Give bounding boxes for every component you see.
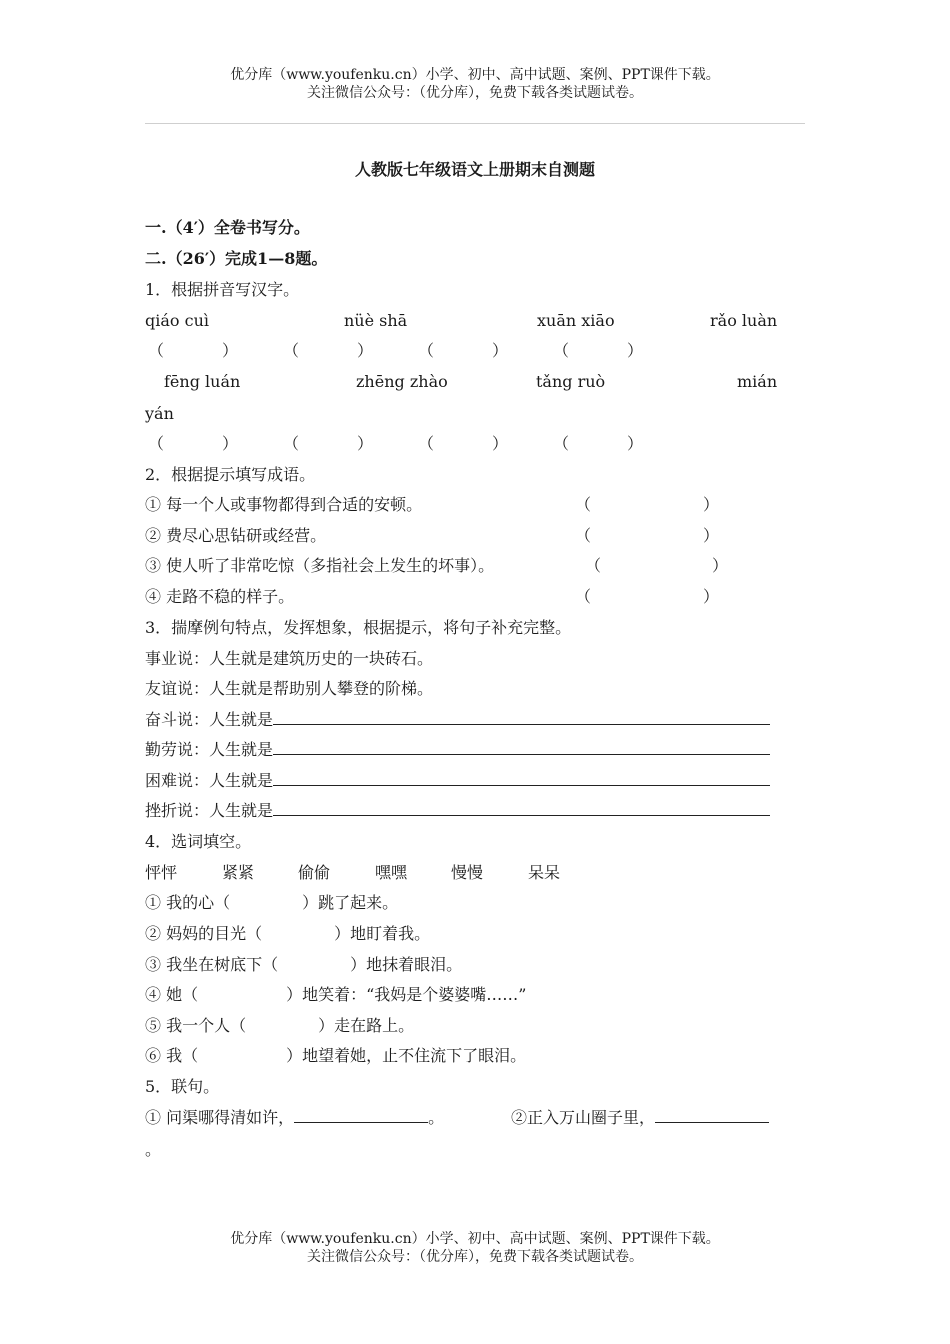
paren-close: ） <box>222 341 239 360</box>
paren-open: （ <box>575 495 592 514</box>
paren-open: （ <box>553 434 570 453</box>
q2-label: 2．根据提示填写成语。 <box>145 465 316 484</box>
paren-close: ） <box>357 434 374 453</box>
q4-item-pre: ③ 我坐在树底下（ <box>145 955 279 974</box>
paren-open: （ <box>575 526 592 545</box>
q5-item-2 <box>511 1108 769 1128</box>
paren-close: ） <box>627 434 644 453</box>
answer-blank[interactable] <box>273 801 770 816</box>
q4-item-1 <box>145 893 398 913</box>
paren-close: ） <box>357 341 374 360</box>
paren-open: （ <box>148 341 165 360</box>
q3-prompt-3 <box>145 771 770 791</box>
q3-prompt-text: 挫折说：人生就是 <box>145 801 274 820</box>
q2-item-3: ③ 使人听了非常吃惊（多指社会上发生的坏事）。 <box>145 556 495 575</box>
document-title: 人教版七年级语文上册期末自测题 <box>354 160 595 179</box>
q4-item-post: ）地笑着：“我妈是个婆婆嘴……” <box>286 985 527 1004</box>
answer-blank[interactable] <box>655 1108 769 1123</box>
pinyin-5: fēng luán <box>164 372 241 391</box>
paren-open: （ <box>553 341 570 360</box>
paren-close: ） <box>703 495 720 514</box>
pinyin-8-wrap: yán <box>145 404 174 423</box>
q4-item-pre: ④ 她（ <box>145 985 199 1004</box>
q4-item-post: ）地盯着我。 <box>334 924 431 943</box>
paren-close: ） <box>703 587 720 606</box>
q4-item-5 <box>145 1016 414 1036</box>
paren-close: ） <box>703 526 720 545</box>
header-divider <box>145 123 805 124</box>
q2-item-1: ① 每一个人或事物都得到合适的安顿。 <box>145 495 423 514</box>
page-header <box>0 66 950 102</box>
q3-prompt-text: 困难说：人生就是 <box>145 771 274 790</box>
q3-prompt-4 <box>145 801 770 821</box>
paren-open: （ <box>418 434 435 453</box>
q3-prompt-2 <box>145 740 770 760</box>
paren-open: （ <box>418 341 435 360</box>
q5-item-1 <box>145 1108 444 1128</box>
q1-label: 1．根据拼音写汉字。 <box>145 280 300 299</box>
q4-item-pre: ⑤ 我一个人（ <box>145 1016 247 1035</box>
q4-item-6 <box>145 1046 526 1066</box>
header-line-1: 优分库（www.youfenku.cn）小学、初中、高中试题、案例、PPT课件下载。 <box>230 67 720 83</box>
pinyin-7: tǎng ruò <box>536 372 606 391</box>
q5-item-1-text: ① 问渠哪得清如许， <box>145 1108 295 1127</box>
paren-close: ） <box>492 434 509 453</box>
header-line-2: 关注微信公众号：（优分库），免费下载各类试题试卷。 <box>307 85 643 101</box>
paren-open: （ <box>148 434 165 453</box>
q4-item-post: ）地抹着眼泪。 <box>350 955 463 974</box>
q3-label: 3．揣摩例句特点，发挥想象，根据提示，将句子补充完整。 <box>145 618 572 637</box>
q4-item-post: ）跳了起来。 <box>302 893 399 912</box>
paren-close: ） <box>712 556 729 575</box>
q4-label: 4．选词填空。 <box>145 832 252 851</box>
q4-item-pre: ⑥ 我（ <box>145 1046 199 1065</box>
section-1: 一.（4′）全卷书写分。 <box>145 218 310 237</box>
q5-item-2-text: ②正入万山圈子里， <box>511 1108 656 1127</box>
q4-item-4 <box>145 985 526 1005</box>
pinyin-1: qiáo cuì <box>145 311 209 330</box>
paren-open: （ <box>585 556 602 575</box>
answer-blank[interactable] <box>294 1108 428 1123</box>
q3-prompt-text: 奋斗说：人生就是 <box>145 710 274 729</box>
section-2: 二.（26′）完成1—8题。 <box>145 249 328 268</box>
paren-close: ） <box>222 434 239 453</box>
answer-blank[interactable] <box>273 771 770 786</box>
footer-line-2: 关注微信公众号：（优分库），免费下载各类试题试卷。 <box>307 1249 643 1265</box>
word-option: 紧紧 <box>222 863 255 882</box>
answer-blank[interactable] <box>273 740 770 755</box>
q4-item-pre: ① 我的心（ <box>145 893 231 912</box>
paren-open: （ <box>283 341 300 360</box>
word-option: 怦怦 <box>145 863 178 882</box>
q3-example-2: 友谊说：人生就是帮助别人攀登的阶梯。 <box>145 679 434 698</box>
paren-close: ） <box>627 341 644 360</box>
word-option: 慢慢 <box>451 863 484 882</box>
q4-item-post: ）地望着她，止不住流下了眼泪。 <box>286 1046 527 1065</box>
footer-line-1: 优分库（www.youfenku.cn）小学、初中、高中试题、案例、PPT课件下载。 <box>230 1231 720 1247</box>
q2-item-4: ④ 走路不稳的样子。 <box>145 587 295 606</box>
q3-example-1: 事业说：人生就是建筑历史的一块砖石。 <box>145 649 434 668</box>
paren-open: （ <box>283 434 300 453</box>
q4-item-post: ）走在路上。 <box>318 1016 415 1035</box>
word-option: 嘿嘿 <box>375 863 408 882</box>
q3-prompt-text: 勤劳说：人生就是 <box>145 740 274 759</box>
word-option: 偷偷 <box>298 863 331 882</box>
word-option: 呆呆 <box>528 863 561 882</box>
pinyin-6: zhēng zhào <box>356 372 448 391</box>
q4-item-3 <box>145 955 462 975</box>
q5-item-1-end: 。 <box>428 1108 445 1127</box>
q2-item-2: ② 费尽心思钻研或经营。 <box>145 526 327 545</box>
pinyin-2: nüè shā <box>344 311 408 330</box>
pinyin-4: rǎo luàn <box>710 311 778 330</box>
q5-label: 5．联句。 <box>145 1077 220 1096</box>
pinyin-8: mián <box>737 372 778 391</box>
q3-prompt-1 <box>145 710 770 730</box>
q4-item-2 <box>145 924 430 944</box>
answer-blank[interactable] <box>273 710 770 725</box>
paren-close: ） <box>492 341 509 360</box>
page-footer <box>0 1230 950 1266</box>
q4-item-pre: ② 妈妈的目光（ <box>145 924 263 943</box>
pinyin-3: xuān xiāo <box>537 311 615 330</box>
paren-open: （ <box>575 587 592 606</box>
q5-wrap-end: 。 <box>145 1140 162 1159</box>
